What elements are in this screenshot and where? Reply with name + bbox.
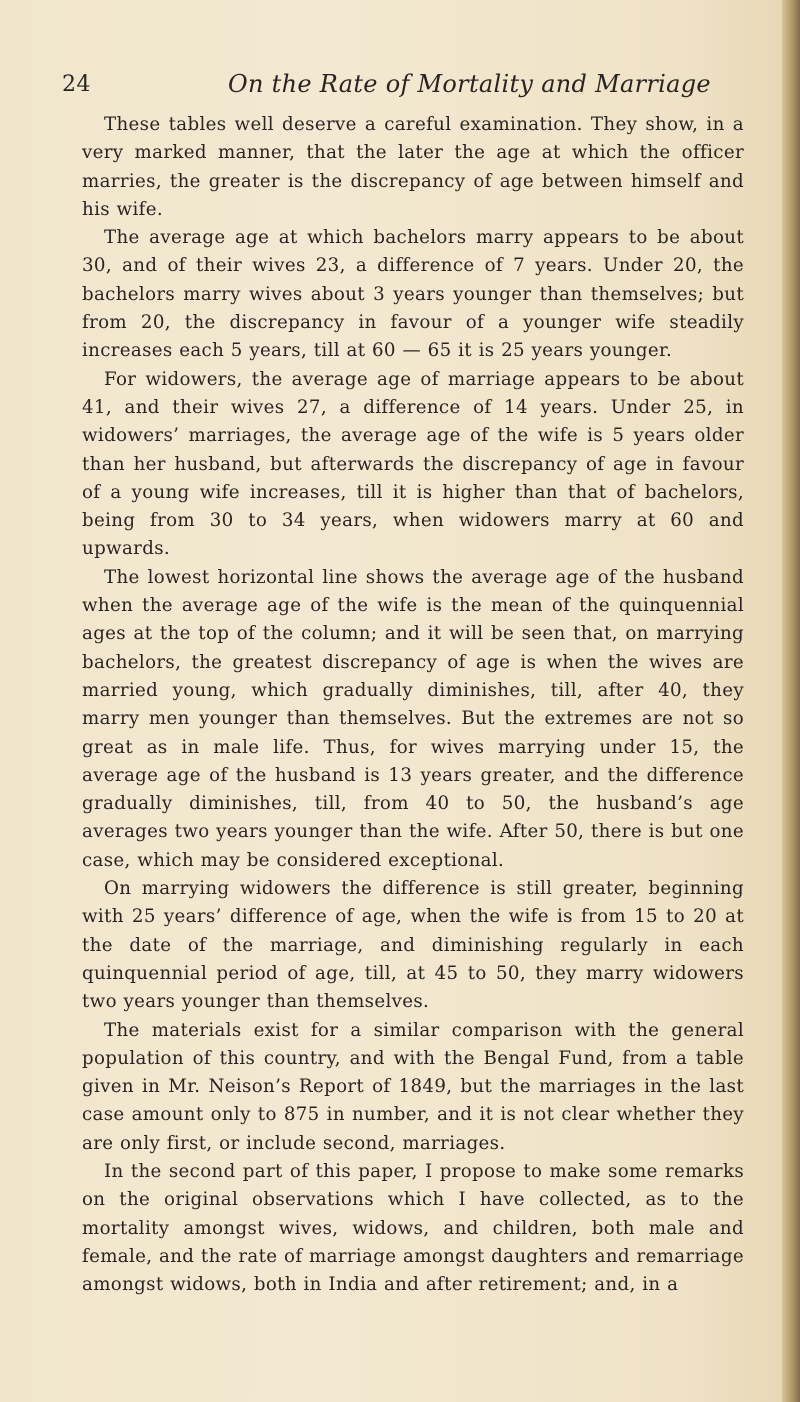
page-edge-shadow [782, 0, 800, 1402]
paragraph: On marrying widowers the difference is still greater, beginning with 25 years’ difference of age, when the wife is from 15 to 20 at the date of the marriage, and diminishing regularly in each quinquennial period of age, till, at 45 to 50, they marry widowers two years younger than themselves. [82, 878, 744, 1013]
paragraph: The lowest horizontal line shows the average age of the husband when the average age of the wife is the mean of the quinquennial ages at the top of the column; and it will be seen that, on marrying bachelors, the greatest discrepancy of age is when the wives are married young, which gradually diminishes, till, after 40, they marry men younger than themselves. But the extremes are not so great as in male life. Thus, for wives marrying under 15, the average age of the husband is 13 years greater, and the difference gradually diminishes, till, from 40 to 50, the husband’s age averages two years younger than the wife. After 50, there is but one case, which may be considered exceptional. [82, 566, 744, 871]
running-head: On the Rate of Mortality and Marriage [228, 70, 711, 98]
body-text [82, 111, 744, 1299]
paragraph: For widowers, the average age of marriage appears to be about 41, and their wives 27, a difference of 14 years. Under 25, in widowers’ marriages, the average age of the wife is 5 years older than her husband, but afterwards the discrepancy of age in favour of a young wife increases, till it is higher than that of bachelors, being from 30 to 34 years, when widowers marry at 60 and upwards. [82, 368, 744, 560]
paragraph: These tables well deserve a careful examination. They show, in a very marked manner, that the later the age at which the officer marries, the greater is the discrepancy of age between himself and his wife. [82, 114, 744, 220]
paragraph: The materials exist for a similar comparison with the general population of this country, and with the Bengal Fund, from a table given in Mr. Neison’s Report of 1849, but the marriages in the last case amount only to 875 in number, and it is not clear whether they are only first, or include second, marriages. [82, 1019, 744, 1154]
paragraph: In the second part of this paper, I propose to make some remarks on the original observations which I have collected, as to the mortality amongst wives, widows, and children, both male and female, and the rate of marriage amongst daughters and remarriage amongst widows, both in India and after retirement; and, in a [82, 1160, 744, 1296]
page-number: 24 [62, 72, 91, 97]
paragraph: The average age at which bachelors marry appears to be about 30, and of their wives 23, a difference of 7 years. Under 20, the bachelors marry wives about 3 years younger than themselves; but from 20, the discrepancy in favour of a younger wife steadily increases each 5 years, till at 60 — 65 it is 25 years younger. [82, 227, 744, 362]
